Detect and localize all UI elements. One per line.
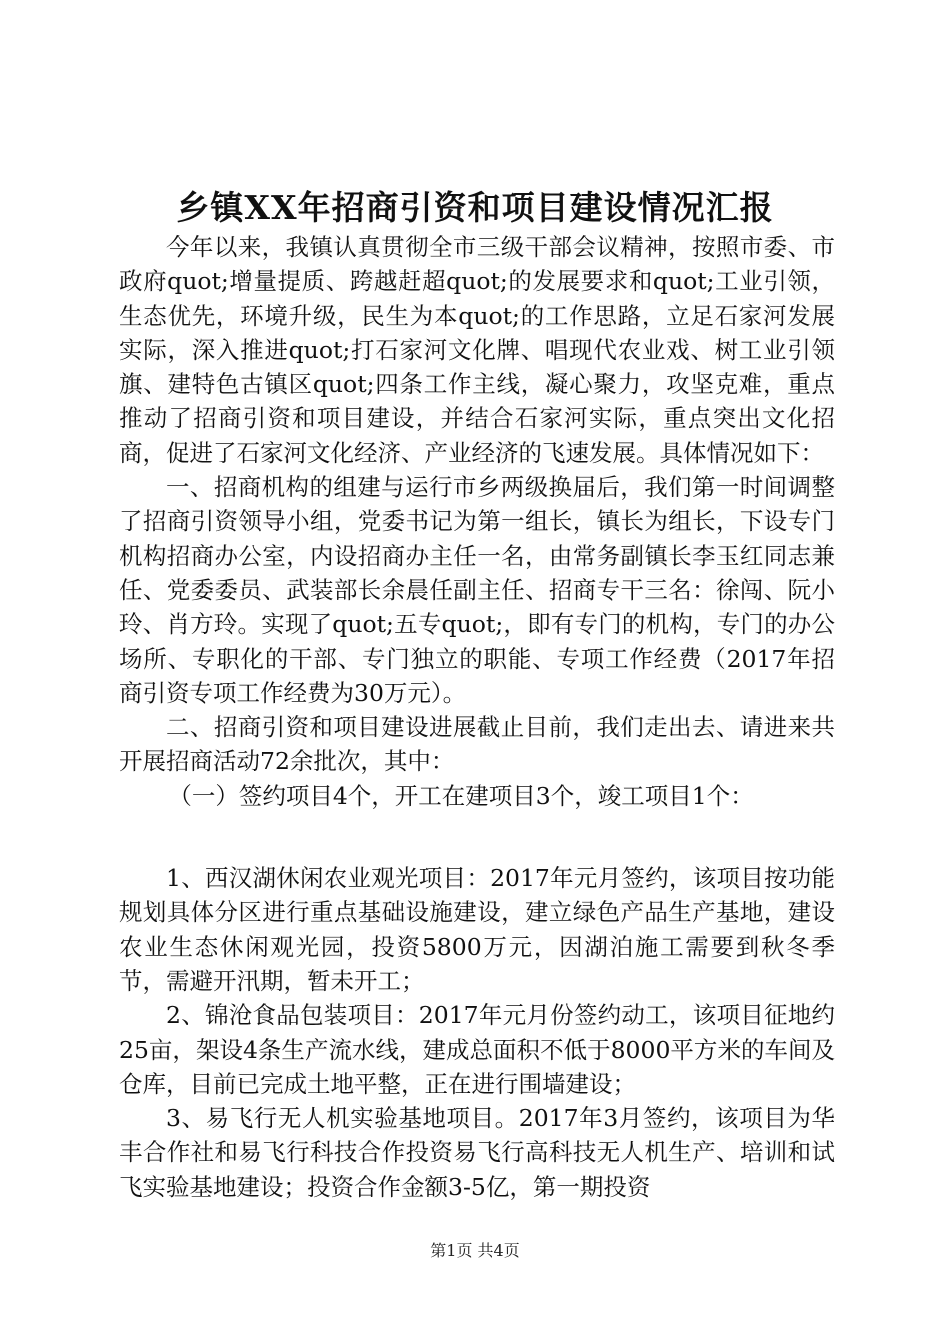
paragraph-project-3: 3、易飞行无人机实验基地项目。2017年3月签约，该项目为华丰合作社和易飞行科技合作投资易飞行高科技无人机生产、培训和试飞实验基地建设；投资合作金额3-5亿，第一期投资 <box>119 1104 835 1201</box>
paragraph-project-2: 2、锦沧食品包装项目：2017年元月份签约动工，该项目征地约25亩，架设4条生产流水线，建成总面积不低于8000平方米的车间及仓库，目前已完成土地平整，正在进行围墙建设； <box>119 1001 835 1098</box>
page-number-footer: 第1页 共4页 <box>430 1241 520 1260</box>
paragraph-subsection-1: （一）签约项目4个，开工在建项目3个，竣工项目1个： <box>168 781 754 810</box>
document-title: 乡镇XX年招商引资和项目建设情况汇报 <box>176 188 774 227</box>
document-body <box>119 230 835 1204</box>
paragraph-intro: 今年以来，我镇认真贯彻全市三级干部会议精神，按照市委、市政府quot;增量提质、跨越赶超quot;的发展要求和quot;工业引领，生态优先，环境升级，民生为本quot;的工作思路，立足石家河发展实际，深入推进quot;打石家河文化牌、唱现代农业戏、树工业引领旗、建特色古镇区quot;四条工作主线，凝心聚力，攻坚克难，重点推动了招商引资和项目建设，并结合石家河实际，重点突出文化招商，促进了石家河文化经济、产业经济的飞速发展。具体情况如下： <box>119 233 835 467</box>
paragraph-section-2: 二、招商引资和项目建设进展截止目前，我们走出去、请进来共开展招商活动72余批次，其中： <box>119 713 835 776</box>
blank-line <box>119 813 835 861</box>
paragraph-project-1: 1、西汉湖休闲农业观光项目：2017年元月签约，该项目按功能规划具体分区进行重点基础设施建设，建立绿色产品生产基地，建设农业生态休闲观光园，投资5800万元，因湖泊施工需要到秋冬季节，需避开汛期，暂未开工； <box>119 864 835 995</box>
paragraph-section-1: 一、招商机构的组建与运行市乡两级换届后，我们第一时间调整了招商引资领导小组，党委书记为第一组长，镇长为组长，下设专门机构招商办公室，内设招商办主任一名，由常务副镇长李玉红同志兼任、党委委员、武装部长余晨任副主任、招商专干三名：徐闯、阮小玲、肖方玲。实现了quot;五专quot;，即有专门的机构，专门的办公场所、专职化的干部、专门独立的职能、专项工作经费（2017年招商引资专项工作经费为30万元）。 <box>119 473 835 707</box>
